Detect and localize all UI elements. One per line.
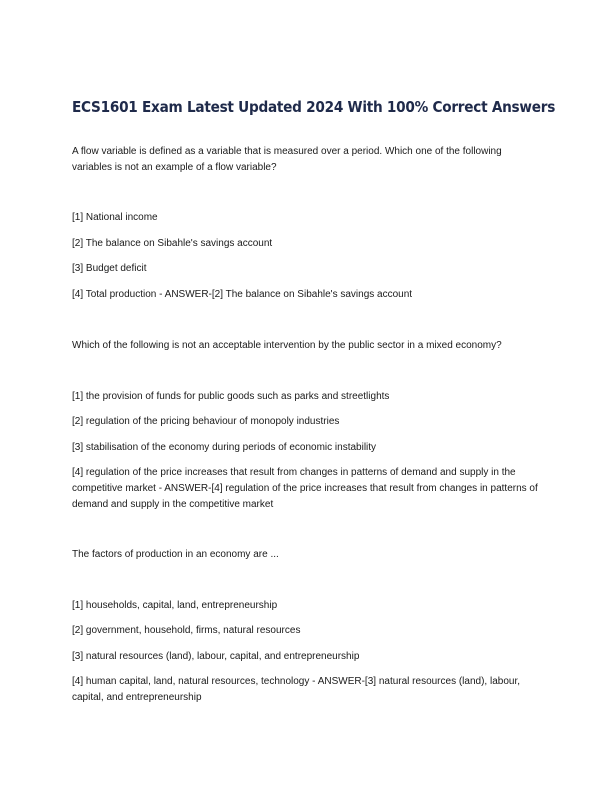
question-2-option-1: [1] the provision of funds for public goods such as parks and streetlights bbox=[72, 391, 390, 402]
question-1-option-3: [3] Budget deficit bbox=[72, 263, 147, 274]
question-2-option-3: [3] stabilisation of the economy during periods of economic instability bbox=[72, 442, 377, 453]
document-title: ECS1601 Exam Latest Updated 2024 With 100% Correct Answers bbox=[72, 98, 556, 116]
question-2-option-2: [2] regulation of the pricing behaviour of monopoly industries bbox=[72, 416, 340, 427]
question-2-option-4: [4] regulation of the price increases that result from changes in patterns of demand and supply in the competitive market - ANSWER-[4] regulation of the price increases that result from changes in patterns of demand and supply in the competitive market bbox=[72, 467, 538, 510]
question-1-option-1: [1] National income bbox=[72, 212, 158, 223]
question-3-option-4: [4] human capital, land, natural resources, technology - ANSWER-[3] natural resources (land), labour, capital, and entrepreneurship bbox=[72, 676, 521, 703]
question-3-option-1: [1] households, capital, land, entrepreneurship bbox=[72, 600, 278, 611]
question-3-option-3: [3] natural resources (land), labour, capital, and entrepreneurship bbox=[72, 651, 360, 662]
question-1-option-2: [2] The balance on Sibahle's savings account bbox=[72, 238, 273, 249]
question-3-prompt: The factors of production in an economy are ... bbox=[72, 549, 279, 560]
question-2-prompt: Which of the following is not an acceptable intervention by the public sector in a mixed economy? bbox=[72, 340, 502, 351]
question-3-option-2: [2] government, household, firms, natural resources bbox=[72, 625, 301, 636]
question-1-prompt: A flow variable is defined as a variable that is measured over a period. Which one of the following variables is not an example of a flow variable? bbox=[72, 146, 502, 173]
question-1-option-4: [4] Total production - ANSWER-[2] The balance on Sibahle's savings account bbox=[72, 289, 413, 300]
